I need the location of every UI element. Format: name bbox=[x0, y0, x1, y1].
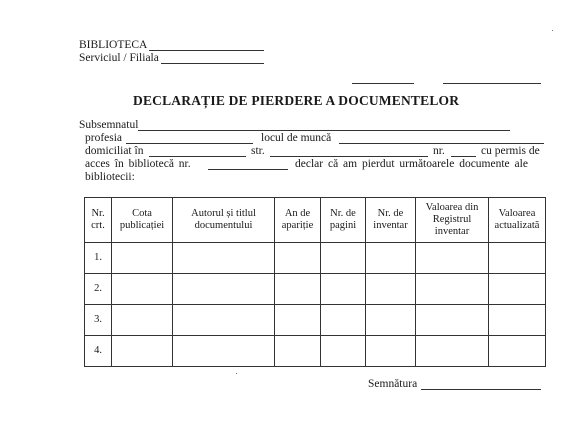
registration-date-field[interactable] bbox=[443, 83, 541, 84]
subsemnatul-label: Subsemnatul bbox=[79, 119, 139, 131]
table-cell[interactable] bbox=[416, 336, 489, 367]
registration-number-field[interactable] bbox=[352, 83, 414, 84]
table-cell[interactable] bbox=[416, 305, 489, 336]
column-header-updated-value: Valoarea actualizată bbox=[489, 198, 546, 243]
signature-field[interactable] bbox=[421, 389, 541, 390]
permit-number-field[interactable] bbox=[208, 169, 288, 170]
declaration-text: declar că am pierdut următoarele documente ale bbox=[295, 158, 528, 170]
street-field[interactable] bbox=[270, 156, 428, 157]
profesia-label: profesia bbox=[85, 132, 123, 144]
column-header-cota: Cota publicației bbox=[112, 198, 173, 243]
domicile-label: domiciliat în bbox=[85, 145, 144, 157]
table-cell[interactable] bbox=[112, 243, 173, 274]
column-header-year: An de apariție bbox=[275, 198, 321, 243]
house-number-field[interactable] bbox=[451, 156, 476, 157]
access-label: acces în bibliotecă nr. bbox=[85, 158, 191, 170]
table-cell[interactable] bbox=[416, 274, 489, 305]
row-number: 4. bbox=[85, 336, 112, 367]
table-cell[interactable] bbox=[275, 274, 321, 305]
table-cell[interactable] bbox=[416, 243, 489, 274]
city-field[interactable] bbox=[149, 156, 246, 157]
table-cell[interactable] bbox=[112, 274, 173, 305]
table-cell[interactable] bbox=[173, 274, 275, 305]
table-cell[interactable] bbox=[173, 243, 275, 274]
table-cell[interactable] bbox=[489, 243, 546, 274]
table-cell[interactable] bbox=[173, 336, 275, 367]
library-of-text: bibliotecii: bbox=[85, 171, 135, 183]
signature-label: Semnătura bbox=[368, 378, 418, 390]
lost-documents-table bbox=[84, 197, 546, 367]
table-row bbox=[85, 243, 546, 274]
table-cell[interactable] bbox=[321, 243, 366, 274]
scan-speck bbox=[552, 30, 553, 31]
column-header-inventory: Nr. de inventar bbox=[366, 198, 416, 243]
number-label: nr. bbox=[433, 145, 445, 157]
column-header-nr: Nr. crt. bbox=[85, 198, 112, 243]
table-row bbox=[85, 305, 546, 336]
row-number: 1. bbox=[85, 243, 112, 274]
table-cell[interactable] bbox=[112, 305, 173, 336]
table-cell[interactable] bbox=[321, 274, 366, 305]
table-cell[interactable] bbox=[112, 336, 173, 367]
table-cell[interactable] bbox=[366, 336, 416, 367]
table-header-row bbox=[85, 198, 546, 243]
table-cell[interactable] bbox=[489, 336, 546, 367]
table-cell[interactable] bbox=[366, 243, 416, 274]
column-header-register-value: Valoarea din Registrul inventar bbox=[416, 198, 489, 243]
table-cell[interactable] bbox=[275, 336, 321, 367]
table-cell[interactable] bbox=[489, 305, 546, 336]
profession-field[interactable] bbox=[126, 143, 253, 144]
table-cell[interactable] bbox=[275, 305, 321, 336]
row-number: 3. bbox=[85, 305, 112, 336]
workplace-field[interactable] bbox=[339, 143, 544, 144]
table-cell[interactable] bbox=[275, 243, 321, 274]
branch-field[interactable] bbox=[161, 63, 264, 64]
workplace-label: locul de muncă bbox=[261, 132, 332, 144]
row-number: 2. bbox=[85, 274, 112, 305]
library-label: BIBLIOTECA bbox=[79, 39, 148, 51]
column-header-pages: Nr. de pagini bbox=[321, 198, 366, 243]
name-field[interactable] bbox=[138, 130, 510, 131]
permit-label: cu permis de bbox=[481, 145, 540, 157]
table-cell[interactable] bbox=[366, 305, 416, 336]
table-cell[interactable] bbox=[321, 336, 366, 367]
branch-label: Serviciul / Filiala bbox=[79, 52, 159, 64]
scan-speck bbox=[236, 373, 237, 374]
library-field[interactable] bbox=[149, 50, 264, 51]
column-header-author-title: Autorul și titlul documentului bbox=[173, 198, 275, 243]
page-title: DECLARAȚIE DE PIERDERE A DOCUMENTELOR bbox=[133, 93, 460, 108]
table-cell[interactable] bbox=[366, 274, 416, 305]
street-label: str. bbox=[251, 145, 265, 157]
table-cell[interactable] bbox=[321, 305, 366, 336]
table-cell[interactable] bbox=[173, 305, 275, 336]
table-row bbox=[85, 336, 546, 367]
table-row bbox=[85, 274, 546, 305]
table-cell[interactable] bbox=[489, 274, 546, 305]
